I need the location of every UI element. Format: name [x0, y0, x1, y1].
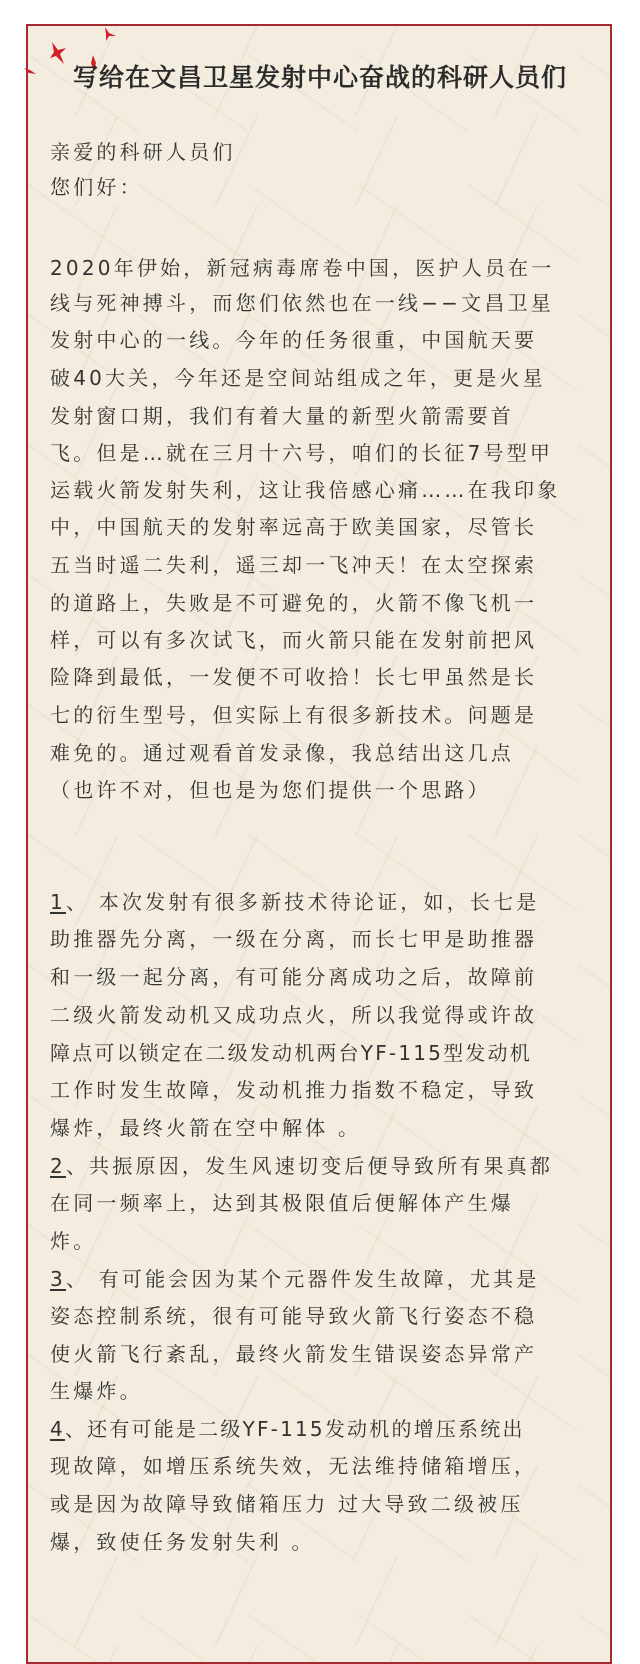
text-line: 险降到最低，一发便不可收拾！长七甲虽然是长 [50, 665, 538, 689]
text-span: 、 有可能会因为某个元器件发生故障，尤其是 [65, 1267, 540, 1291]
item-number: 4 [50, 1417, 65, 1441]
text-line: 障点可以锁定在二级发动机两台YF-115型发动机 [50, 1041, 532, 1065]
text-line: 发射窗口期，我们有着大量的新型火箭需要首 [50, 404, 514, 428]
text-line: 在同一频率上，达到其极限值后便解体产生爆 [50, 1191, 514, 1215]
text-line: 生爆炸。 [50, 1379, 143, 1403]
text-line: 和一级一起分离，有可能分离成功之后，故障前 [50, 965, 538, 989]
text-line: 发射中心的一线。今年的任务很重，中国航天要 [50, 328, 538, 352]
text-line: 工作时发生故障，发动机推力指数不稳定，导致 [50, 1078, 538, 1102]
item-number: 1 [50, 890, 66, 914]
text-line: 助推器先分离，一级在分离，而长七甲是助推器 [50, 927, 538, 951]
text-line: 中，中国航天的发射率远高于欧美国家，尽管长 [50, 515, 538, 539]
text-line: 的道路上，失败是不可避免的，火箭不像飞机一 [50, 591, 538, 615]
text-span: 、共振原因，发生风速切变后便导致所有果真都 [65, 1154, 554, 1178]
text-line: 飞。但是…就在三月十六号，咱们的长征7号型甲 [50, 441, 554, 465]
text-line: （也许不对，但也是为您们提供一个思路） [50, 778, 491, 802]
text-line: 或是因为故障导致储箱压力 过大导致二级被压 [50, 1492, 524, 1516]
text-span: 、 本次发射有很多新技术待论证，如，长七是 [65, 890, 540, 914]
text-line: 现故障，如增压系统失效，无法维持储箱增压， [50, 1454, 538, 1478]
text-line: 二级火箭发动机又成功点火，所以我觉得或许故 [50, 1003, 538, 1027]
text-line: 爆炸，最终火箭在空中解体 。 [50, 1116, 362, 1140]
text-line: 难免的。通过观看首发录像，我总结出这几点 [50, 741, 514, 765]
greeting-line: 亲爱的科研人员们 [50, 140, 236, 164]
text-span: 、还有可能是二级YF-115发动机的增压系统出 [64, 1417, 525, 1441]
text-line [50, 890, 595, 914]
text-line: 炸。 [50, 1229, 97, 1253]
text-line: 五当时遥二失利，遥三却一飞冲天！在太空探索 [50, 553, 538, 577]
bird-icon [102, 26, 118, 42]
text-line: 爆，致使任务发射失利 。 [50, 1530, 315, 1554]
text-line: 2020年伊始，新冠病毒席卷中国，医护人员在一 [50, 256, 555, 280]
text-line [50, 1154, 595, 1178]
text-line: 样，可以有多次试飞，而火箭只能在发射前把风 [50, 628, 538, 652]
text-line: 七的衍生型号，但实际上有很多新技术。问题是 [50, 703, 538, 727]
text-line: 线与死神搏斗，而您们依然也在一线−−文昌卫星 [50, 291, 554, 315]
item-number: 3 [50, 1267, 66, 1291]
text-line: 使火箭飞行紊乱，最终火箭发生错误姿态异常产 [50, 1342, 538, 1366]
text-line: 破40大关，今年还是空间站组成之年，更是火星 [50, 366, 546, 390]
text-line [50, 1267, 595, 1291]
letter-title: 写给在文昌卫星发射中心奋战的科研人员们 [72, 63, 567, 92]
text-line: 运载火箭发射失利，这让我倍感心痛……在我印象 [50, 478, 561, 502]
item-number: 2 [50, 1154, 66, 1178]
greeting-line: 您们好： [50, 175, 143, 199]
text-line [50, 1417, 595, 1441]
text-line: 姿态控制系统，很有可能导致火箭飞行姿态不稳 [50, 1304, 538, 1328]
